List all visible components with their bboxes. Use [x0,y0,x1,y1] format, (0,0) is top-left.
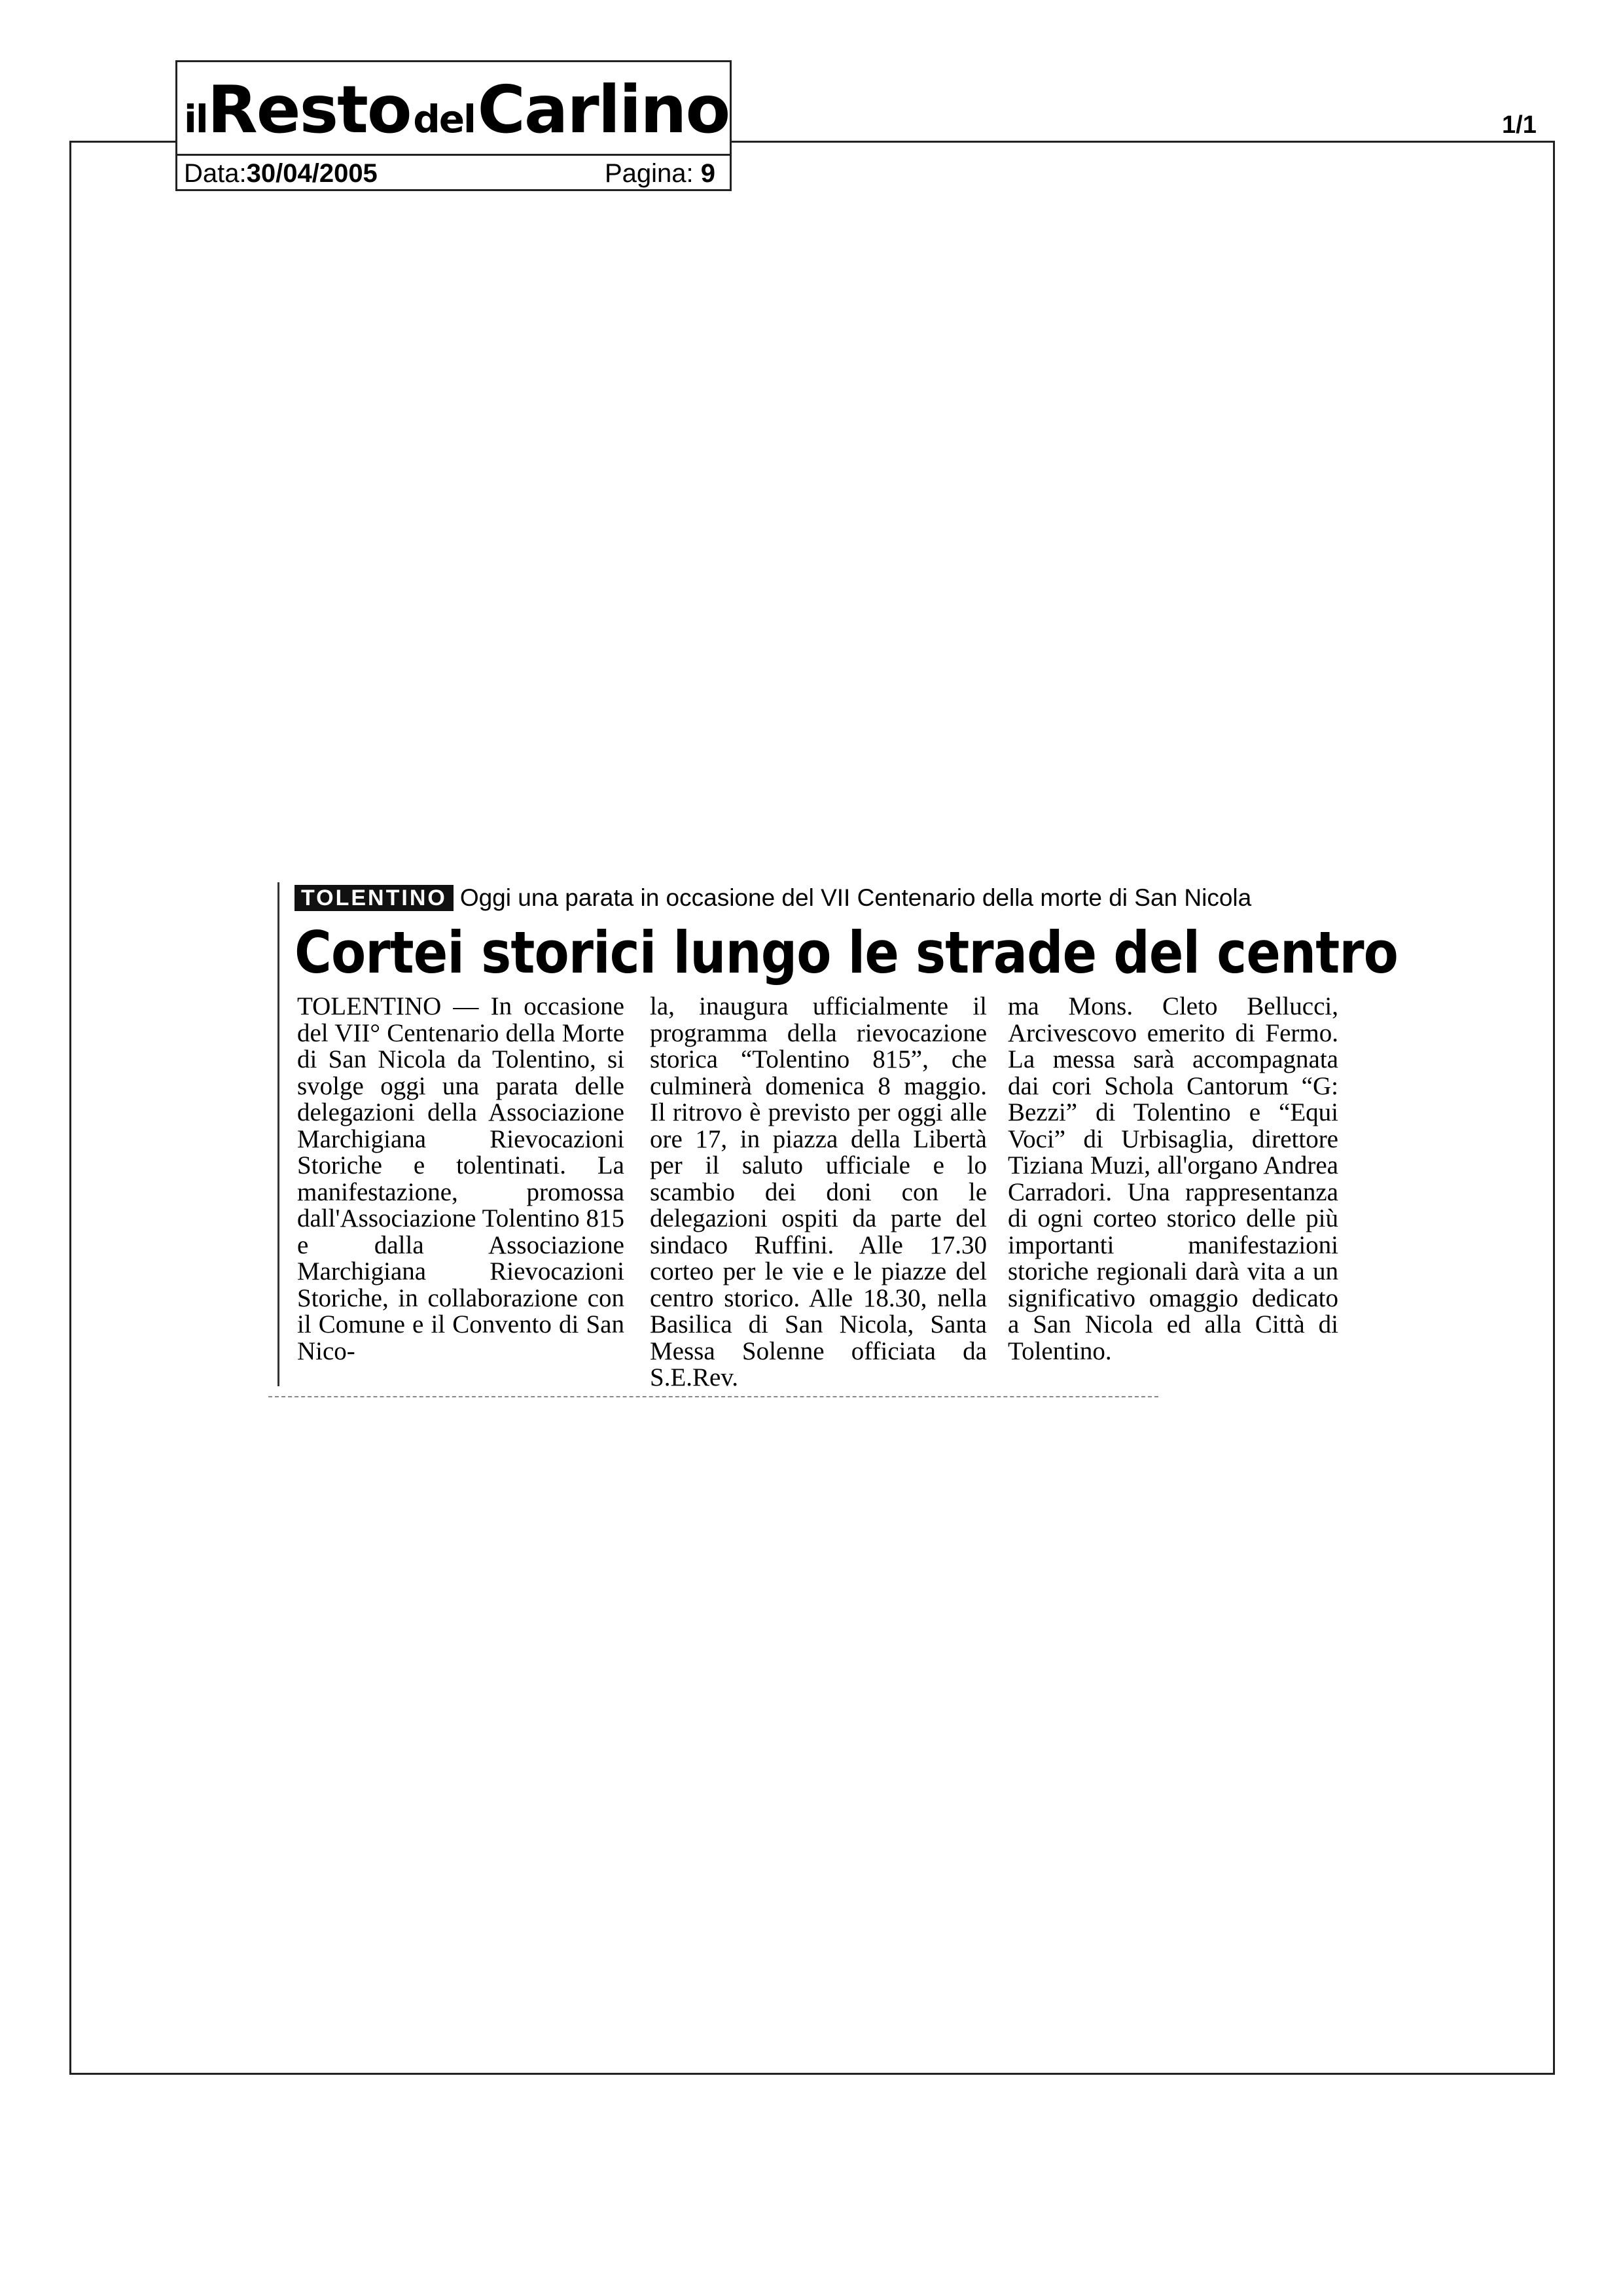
logo-carlino: Carlino [477,71,730,148]
masthead [175,60,732,191]
page-count: 1/1 [1502,111,1537,139]
logo-il: il [184,97,207,141]
article-side-rule [277,882,279,1386]
article-kicker [294,885,1251,911]
article-headline: Cortei storici lungo le strade del centro [294,919,1398,986]
masthead-divider [177,154,730,156]
article-column-3: ma Mons. Cleto Bellucci, Arcivescovo emerito di Fermo. La messa sarà accompagnata dai cori Schola Cantorum “G: Bezzi” di Tolentino e “Equi Voci” di Urbisaglia, direttore Tiziana Muzi, all'organo Andrea Carradori. Una rappresentanza di ogni corteo storico delle più importanti manifestazioni storiche regionali darà vita a un significativo omaggio dedicato a San Nicola ed alla Città di Tolentino. [1008,992,1338,1365]
article-bottom-rule [268,1396,1158,1397]
newspaper-logo [184,71,730,148]
logo-del: del [413,97,475,141]
location-tag: TOLENTINO [294,885,454,911]
page-value: 9 [700,159,715,188]
page-number [605,159,715,188]
date-label: Data: [184,159,247,188]
page-label: Pagina: [604,159,694,188]
article-column-1: TOLENTINO — In occasione del VII° Centenario della Morte di San Nicola da Tolentino, si svolge oggi una parata delle delegazioni della Associazione Marchigiana Rievocazioni Storiche e tolentinati. La manifestazione, promossa dall'Associazione Tolentino 815 e dalla Associazione Marchigiana Rievocazioni Storiche, in collaborazione con il Comune e il Convento di San Nico- [297,992,624,1365]
date-value: 30/04/2005 [246,159,378,188]
article-column-2: la, inaugura ufficialmente il programma della rievocazione storica “Tolentino 815”, che culminerà domenica 8 maggio. Il ritrovo è previsto per oggi alle ore 17, in piazza della Libertà per il saluto ufficiale e lo scambio dei doni con le delegazioni ospiti da parte del sindaco Ruffini. Alle 17.30 corteo per le vie e le piazze del centro storico. Alle 18.30, nella Basilica di San Nicola, Santa Messa Solenne officiata da S.E.Rev. [650,992,987,1391]
kicker-text: Oggi una parata in occasione del VII Centenario della morte di San Nicola [459,884,1252,911]
publication-date [184,159,378,188]
logo-resto: Resto [207,71,411,148]
